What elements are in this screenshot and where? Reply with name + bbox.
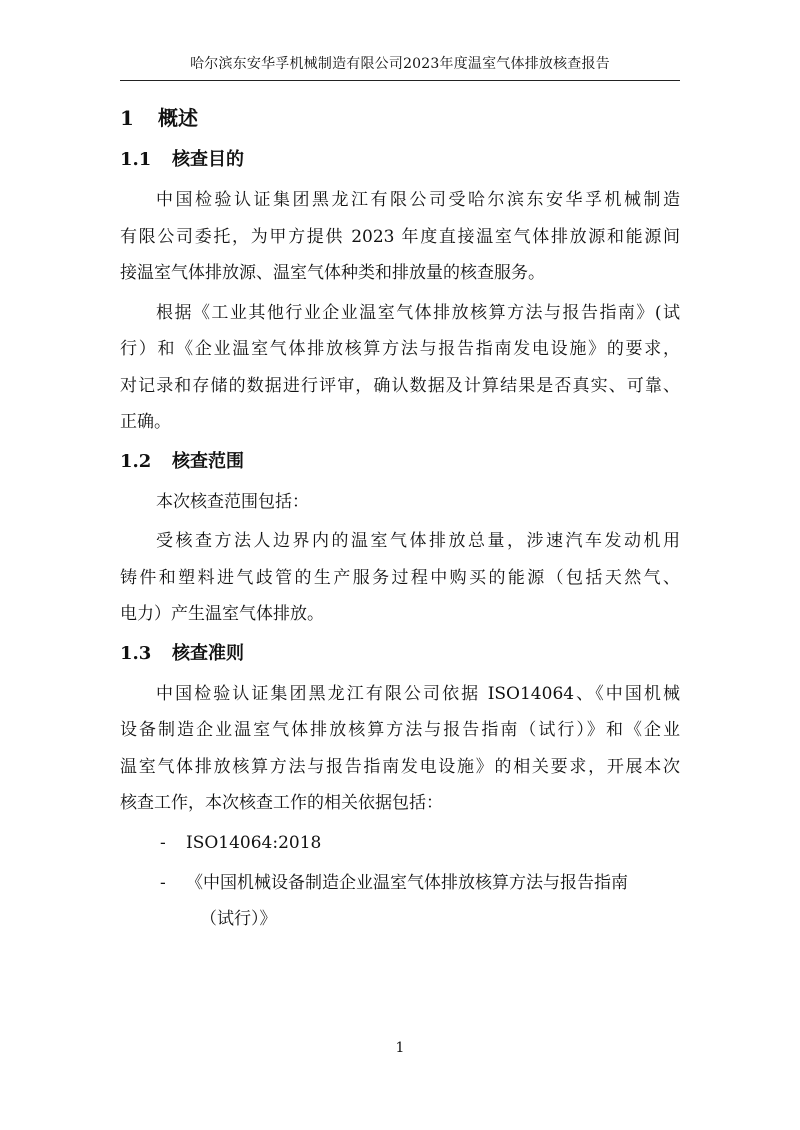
text-line: 温室气体排放核算方法与报告指南发电设施》的相关要求，开展本次 — [120, 756, 680, 777]
paragraph-scope-2 — [120, 523, 680, 633]
text-line: 设备制造企业温室气体排放核算方法与报告指南（试行）》和《企业 — [120, 720, 680, 740]
list-dash: - — [160, 832, 166, 853]
criteria-list — [120, 825, 680, 937]
list-item-text — [160, 825, 680, 861]
list-item — [120, 825, 680, 861]
section-title: 核查准则 — [172, 642, 244, 664]
text-line: 接温室气体排放源、温室气体种类和排放量的核查服务。 — [120, 263, 545, 283]
text-line: ISO14064:2018 — [186, 832, 322, 853]
text-line: 有限公司委托，为甲方提供 2023 年度直接温室气体排放源和能源间 — [120, 226, 680, 247]
section-heading-1 — [120, 100, 680, 136]
section-number: 1.2 — [120, 450, 152, 472]
text-line: 受核查方法人边界内的温室气体排放总量，涉速汽车发动机用 — [156, 531, 680, 551]
section-title: 核查目的 — [172, 149, 244, 170]
text-line: 《中国机械设备制造企业温室气体排放核算方法与报告指南 — [186, 872, 628, 893]
text-line: 电力）产生温室气体排放。 — [120, 604, 324, 624]
section-heading-1-2 — [120, 444, 680, 480]
paragraph-purpose-1 — [120, 182, 680, 292]
page-header: 哈尔滨东安华孚机械制造有限公司2023年度温室气体排放核查报告 — [190, 56, 610, 72]
section-number: 1.1 — [120, 149, 152, 170]
header-rule — [120, 80, 680, 81]
section-number: 1 — [120, 106, 134, 130]
text-line: 对记录和存储的数据进行评审，确认数据及计算结果是否真实、可靠、 — [120, 375, 680, 396]
paragraph-scope-1 — [120, 484, 680, 521]
section-heading-1-3 — [120, 636, 680, 672]
section-number: 1.3 — [120, 642, 152, 664]
paragraph-criteria-1 — [120, 676, 680, 822]
list-dash: - — [160, 872, 166, 893]
paragraph-purpose-2 — [120, 295, 680, 441]
text-line: 铸件和塑料进气歧管的生产服务过程中购买的能源（包括天然气、 — [120, 567, 680, 588]
text-line: 核查工作，本次核查工作的相关依据包括： — [120, 793, 443, 813]
section-title: 概述 — [158, 106, 198, 130]
section-heading-1-1 — [120, 142, 680, 178]
list-item-text — [160, 865, 680, 937]
page-number: 1 — [395, 1040, 405, 1056]
text-line: （试行）》 — [200, 908, 277, 929]
text-line: 中国检验认证集团黑龙江有限公司受哈尔滨东安华孚机械制造 — [156, 190, 680, 210]
text-line: 行）和《企业温室气体排放核算方法与报告指南发电设施》的要求， — [120, 339, 680, 359]
text-line: 本次核查范围包括： — [156, 491, 309, 512]
text-line: 中国检验认证集团黑龙江有限公司依据 ISO14064、《中国机械 — [156, 683, 680, 704]
list-item — [120, 865, 680, 937]
text-line: 正确。 — [120, 412, 171, 432]
text-line: 根据《工业其他行业企业温室气体排放核算方法与报告指南》(试 — [156, 302, 680, 323]
document-body — [120, 100, 680, 941]
section-title: 核查范围 — [172, 450, 244, 472]
